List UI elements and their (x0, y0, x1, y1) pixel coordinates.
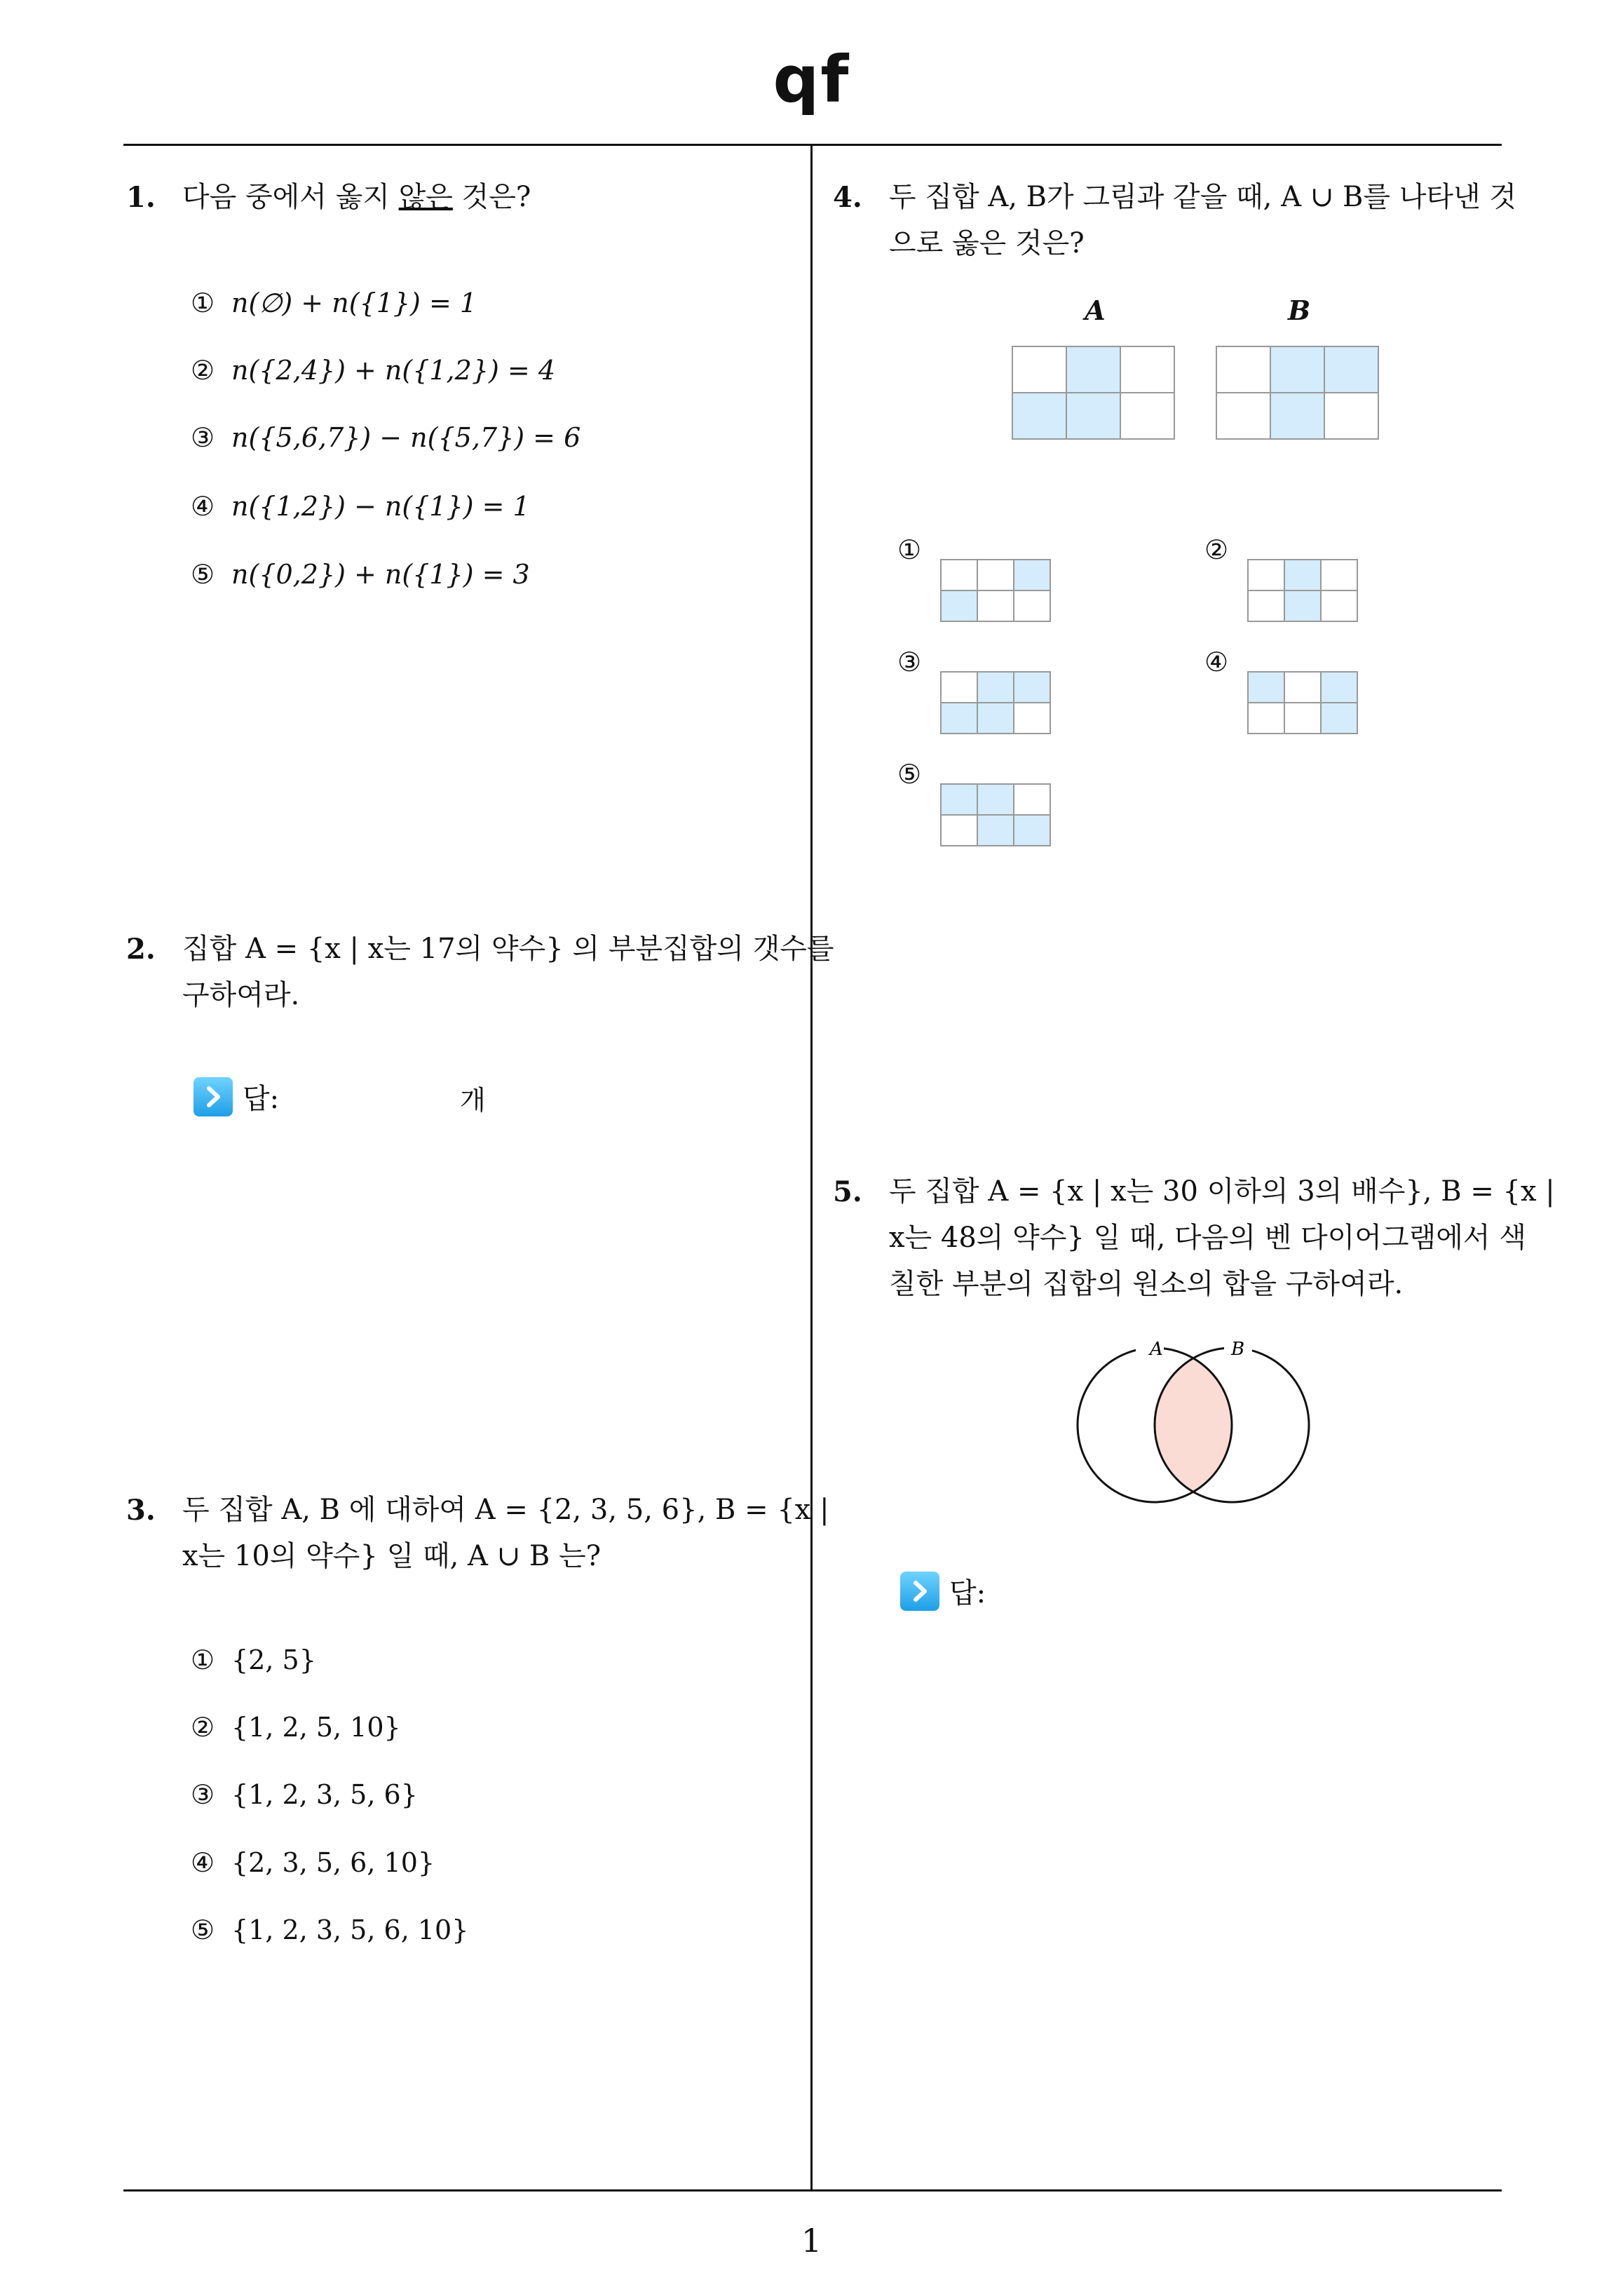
q4-option-5-grid-cell-r2c1 (941, 815, 977, 846)
q3-option-4-marker: ④ (191, 1847, 215, 1878)
page-number: 1 (801, 2222, 822, 2260)
q1-option-1-marker: ① (191, 288, 215, 318)
question-5-line-3: 칠한 부분의 집합의 원소의 합을 구하여라. (889, 1268, 1404, 1300)
q4-option-1-grid-cell-r1c2 (977, 560, 1014, 590)
q3-option-3[interactable] (191, 1779, 418, 1810)
q3-option-2-marker: ② (191, 1712, 215, 1743)
q1-option-5-marker: ⑤ (191, 559, 215, 590)
question-2-number: 2. (126, 933, 156, 966)
q4-option-4-grid-cell-r1c3 (1321, 672, 1357, 703)
q1-option-5-text: n({0,2}) + n({1}) = 3 (231, 559, 530, 590)
q3-option-2[interactable] (191, 1712, 401, 1743)
venn-diagram (1066, 1332, 1325, 1515)
q1-option-2-marker: ② (191, 355, 215, 386)
q3-option-5-marker: ⑤ (191, 1915, 215, 1945)
set-b-grid-cell-r1c1 (1216, 346, 1270, 393)
page-title: qf (773, 42, 850, 117)
set-a-grid-cell-r1c1 (1012, 346, 1066, 393)
question-2-line-2: 구하여라. (182, 979, 300, 1011)
set-a-grid-cell-r2c2 (1066, 393, 1120, 439)
q4-option-5-grid-cell-r1c3 (1014, 784, 1050, 815)
q4-option-1-grid-cell-r2c1 (941, 590, 977, 621)
question-2-answer-label: 답: (243, 1083, 280, 1115)
q4-option-4-grid-cell-r2c2 (1284, 703, 1321, 734)
q1-option-4-text: n({1,2}) − n({1}) = 1 (231, 491, 530, 522)
question-4-number: 4. (833, 181, 862, 214)
q4-option-4-grid-cell-r1c2 (1284, 672, 1321, 703)
q4-option-5-grid-cell-r1c1 (941, 784, 977, 815)
footer-rule (123, 2189, 1502, 2192)
q4-option-2-grid-cell-r1c2 (1284, 560, 1321, 590)
q1-option-5[interactable] (191, 559, 530, 590)
set-a-grid-cell-r2c1 (1012, 393, 1066, 439)
question-2-answer-row (193, 1076, 279, 1116)
q4-option-1-grid-cell-r1c3 (1014, 560, 1050, 590)
q4-option-4-grid-cell-r2c3 (1321, 703, 1357, 734)
q4-option-2-grid-cell-r2c3 (1321, 590, 1357, 621)
q4-option-4-grid-cell-r2c1 (1248, 703, 1284, 734)
chevron-right-icon (900, 1572, 939, 1611)
set-a-grid-cell-r2c3 (1120, 393, 1174, 439)
q1-option-1-text: n(∅) + n({1}) = 1 (231, 288, 477, 318)
q4-option-2-grid[interactable] (1247, 558, 1359, 623)
q3-option-5[interactable] (191, 1915, 468, 1945)
set-a-grid (1011, 345, 1176, 440)
q4-option-3-grid[interactable] (939, 670, 1052, 735)
venn-label-a: A (1150, 1339, 1163, 1360)
header-rule (123, 144, 1502, 146)
question-3-number: 3. (126, 1494, 156, 1527)
q4-option-5-grid-cell-r2c2 (977, 815, 1014, 846)
q3-option-4-text: {2, 3, 5, 6, 10} (231, 1847, 435, 1878)
q4-option-3-grid-cell-r2c1 (941, 703, 977, 734)
question-1-number: 1. (126, 181, 156, 214)
q1-option-4[interactable] (191, 491, 530, 522)
question-2-line-1: 집합 A = {x | x는 17의 약수} 의 부분집합의 갯수를 (182, 933, 834, 965)
q4-option-5-grid-cell-r1c2 (977, 784, 1014, 815)
chevron-right-icon (193, 1077, 233, 1116)
question-4-line-1: 두 집합 A, B가 그림과 같을 때, A ∪ B를 나타낸 것 (889, 181, 1516, 213)
q1-option-1[interactable] (191, 288, 477, 318)
set-b-grid-cell-r2c1 (1216, 393, 1270, 439)
q4-option-3-grid-cell-r2c2 (977, 703, 1014, 734)
q1-option-3-text: n({5,6,7}) − n({5,7}) = 6 (231, 422, 581, 453)
q4-option-1-grid[interactable] (939, 558, 1052, 623)
set-a-grid-cell-r1c2 (1066, 346, 1120, 393)
set-b-grid-cell-r1c2 (1270, 346, 1324, 393)
q4-option-3-grid-cell-r2c3 (1014, 703, 1050, 734)
question-5-number: 5. (833, 1175, 862, 1208)
question-4-line-2: 으로 옳은 것은? (889, 227, 1085, 259)
q3-option-2-text: {1, 2, 5, 10} (231, 1712, 401, 1743)
set-b-grid-cell-r1c3 (1324, 346, 1378, 393)
q4-option-3-grid-cell-r1c2 (977, 672, 1014, 703)
q4-option-5-grid-cell-r2c3 (1014, 815, 1050, 846)
q3-option-1[interactable] (191, 1645, 316, 1675)
question-1-text-b: 것은? (452, 181, 531, 213)
question-5-line-1: 두 집합 A = {x | x는 30 이하의 3의 배수}, B = {x | (889, 1175, 1555, 1208)
set-a-label: A (1085, 295, 1106, 326)
q4-option-5-grid[interactable] (939, 783, 1052, 847)
q1-option-4-marker: ④ (191, 491, 215, 522)
q4-option-4-marker: ④ (1204, 647, 1229, 677)
set-b-grid (1215, 345, 1380, 440)
q4-option-4-grid-cell-r1c1 (1248, 672, 1284, 703)
q1-option-3-marker: ③ (191, 422, 215, 453)
q4-option-3-marker: ③ (897, 647, 922, 677)
q4-option-2-grid-cell-r2c1 (1248, 590, 1284, 621)
q3-option-4[interactable] (191, 1847, 435, 1878)
q4-option-3-grid-cell-r1c3 (1014, 672, 1050, 703)
set-b-label: B (1287, 295, 1311, 326)
q4-option-4-grid[interactable] (1247, 670, 1359, 735)
q3-option-5-text: {1, 2, 3, 5, 6, 10} (231, 1915, 469, 1945)
q4-option-1-grid-cell-r2c2 (977, 590, 1014, 621)
q3-option-3-marker: ③ (191, 1779, 215, 1810)
q1-option-2[interactable] (191, 355, 555, 386)
column-divider (810, 144, 813, 2190)
q4-option-1-grid-cell-r1c1 (941, 560, 977, 590)
q4-option-2-grid-cell-r2c2 (1284, 590, 1321, 621)
question-1-text (182, 174, 531, 220)
question-5-answer-field[interactable] (1003, 1571, 1353, 1610)
question-2-answer-unit: 개 (460, 1085, 486, 1116)
question-5-line-2: x는 48의 약수} 일 때, 다음의 벤 다이어그램에서 색 (889, 1222, 1526, 1254)
q4-option-2-marker: ② (1204, 534, 1229, 565)
q4-option-2-grid-cell-r1c3 (1321, 560, 1357, 590)
q3-option-1-marker: ① (191, 1645, 215, 1675)
question-5-answer-label: 답: (949, 1577, 986, 1609)
q3-option-1-text: {2, 5} (231, 1645, 316, 1675)
venn-label-b: B (1231, 1339, 1245, 1360)
q4-option-1-grid-cell-r2c3 (1014, 590, 1050, 621)
set-b-grid-cell-r2c2 (1270, 393, 1324, 439)
question-1-text-underlined: 않은 (398, 181, 453, 213)
q3-option-3-text: {1, 2, 3, 5, 6} (231, 1779, 418, 1810)
question-1-text-a: 다음 중에서 옳지 (182, 181, 399, 213)
question-3-line-2: x는 10의 약수} 일 때, A ∪ B 는? (182, 1540, 602, 1572)
set-a-grid-cell-r1c3 (1120, 346, 1174, 393)
q1-option-2-text: n({2,4}) + n({1,2}) = 4 (231, 355, 555, 386)
question-2-answer-field[interactable] (294, 1076, 456, 1116)
question-3-line-1: 두 집합 A, B 에 대하여 A = {2, 3, 5, 6}, B = {x | (182, 1494, 829, 1526)
q4-option-1-marker: ① (897, 534, 922, 565)
q4-option-2-grid-cell-r1c1 (1248, 560, 1284, 590)
set-b-grid-cell-r2c3 (1324, 393, 1378, 439)
q4-option-5-marker: ⑤ (897, 759, 922, 790)
question-5-answer-row (900, 1571, 986, 1611)
q4-option-3-grid-cell-r1c1 (941, 672, 977, 703)
q1-option-3[interactable] (191, 422, 580, 453)
